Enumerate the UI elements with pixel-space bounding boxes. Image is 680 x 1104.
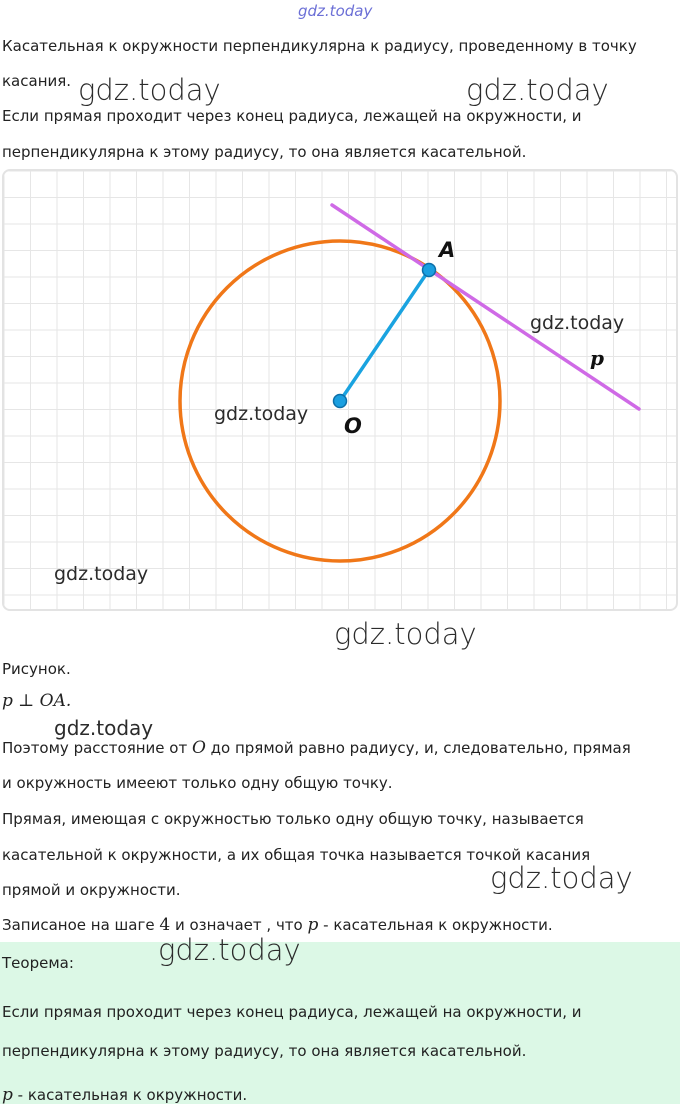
watermark: gdz.today [466, 73, 609, 107]
label-p: p [590, 346, 604, 370]
var-O: O [191, 738, 206, 758]
perpendicular-statement: p ⊥ OA. [2, 691, 72, 711]
watermark: gdz.today [490, 861, 633, 895]
var-p: p [2, 1085, 13, 1104]
watermark: gdz.today [214, 403, 309, 425]
reasoning-line-3: Прямая, имеющая с окружностью только одну общую точку, называется [2, 810, 584, 828]
grid [4, 171, 676, 609]
var-p: p [307, 915, 319, 935]
watermark: gdz.today [334, 617, 477, 651]
theorem-line-2: перпендикулярна к этому радиусу, то она является касательной. [2, 1042, 527, 1060]
radius-OA [340, 270, 429, 401]
reasoning-text: до прямой равно радиусу, и, следовательно, прямая [205, 739, 631, 757]
conclusion-text: - касательная к окружности. [12, 1086, 248, 1104]
reasoning-text: - касательная к окружности. [318, 916, 553, 934]
reasoning-line-2: и окружность имееют только одну общую точку. [2, 774, 393, 792]
intro-line-4: перпендикулярна к этому радиусу, то она является касательной. [2, 143, 527, 161]
label-A: A [439, 238, 456, 262]
intro-line-1: Касательная к окружности перпендикулярна к радиусу, проведенному в точку [2, 37, 637, 55]
reasoning-line-6 [2, 916, 553, 934]
intro-line-3: Если прямая проходит через конец радиуса, лежащей на окружности, и [2, 107, 582, 125]
watermark: gdz.today [54, 563, 149, 585]
reasoning-text: Записаное на шаге [2, 916, 160, 934]
figure-canvas [4, 171, 676, 609]
reasoning-line-4: касательной к окружности, а их общая точка называется точкой касания [2, 846, 591, 864]
theorem-title: Теорема: [2, 954, 74, 972]
watermark: gdz.today [530, 312, 625, 334]
intro-line-2: касания. [2, 72, 72, 90]
figure-caption: Рисунок. [2, 660, 71, 678]
theorem-line-1: Если прямая проходит через конец радиуса, лежащей на окружности, и [2, 1003, 582, 1021]
theorem-conclusion [2, 1086, 247, 1104]
step-number: 4 [159, 915, 171, 935]
watermark: gdz.today [158, 933, 301, 967]
watermark-top: gdz.today [298, 2, 373, 20]
point-O [334, 395, 347, 408]
label-O: O [344, 414, 362, 438]
watermark: gdz.today [54, 716, 154, 740]
tangent-line-p [332, 205, 639, 409]
tangent-figure [2, 169, 678, 611]
point-A [423, 264, 436, 277]
reasoning-line-1 [2, 739, 631, 757]
reasoning-text: и означает , что [170, 916, 308, 934]
theorem-block [0, 942, 680, 1104]
reasoning-text: Поэтому расстояние от [2, 739, 192, 757]
reasoning-line-5: прямой и окружности. [2, 881, 181, 899]
watermark: gdz.today [78, 73, 221, 107]
